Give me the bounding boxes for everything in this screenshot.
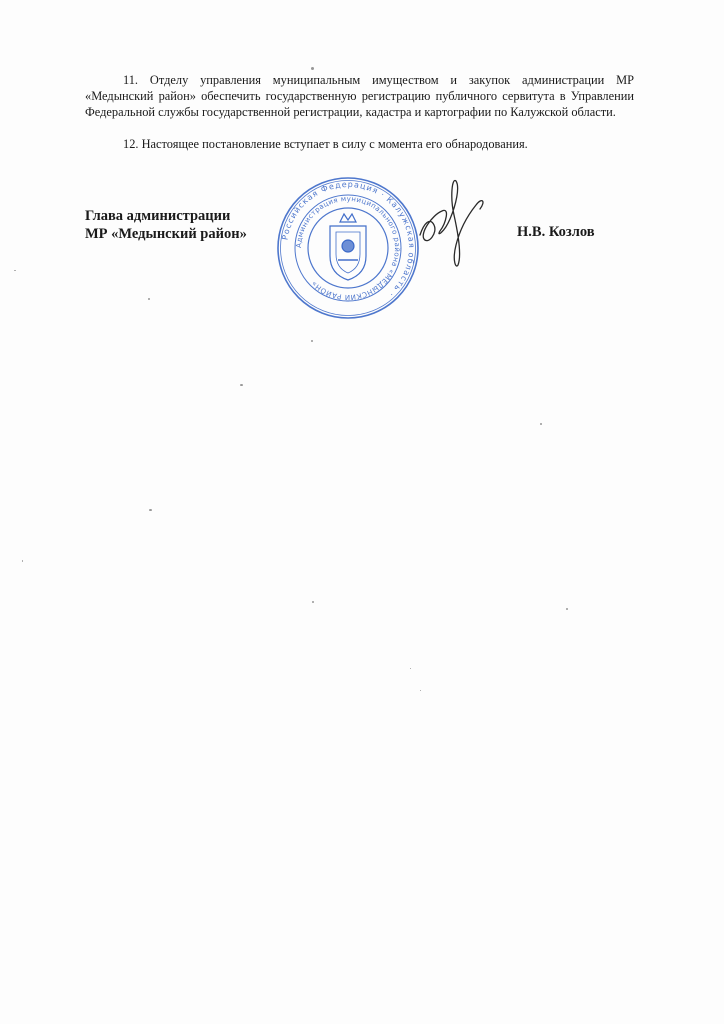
scan-speck <box>149 509 152 511</box>
scan-speck <box>311 67 314 70</box>
seal-outer-text: Российская Федерация · Калужская область · <box>280 179 417 300</box>
signatory-title-line-2: МР «Медынский район» <box>85 226 247 242</box>
paragraph-12: 12. Настоящее постановление вступает в силу с момента его обнародования. <box>123 137 528 151</box>
signatory-title <box>85 207 247 243</box>
scan-speck <box>540 423 542 425</box>
scan-speck <box>410 668 411 669</box>
scan-speck <box>311 340 313 342</box>
seal-inner-text: Администрация муниципального района «МЕДЫНСКИЙ РАЙОН» <box>294 194 402 302</box>
scan-speck <box>566 608 568 610</box>
scan-speck <box>420 690 421 691</box>
scan-speck <box>148 298 150 300</box>
paragraph-11: 11. Отделу управления муниципальным имуществом и закупок администрации МР «Медынский район» обеспечить государственную регистрацию публичного сервитута в Управлении Федеральной службы государственной регистрации, кадастра и картографии по Калужской области. <box>85 73 634 119</box>
scan-speck <box>14 270 16 271</box>
scan-speck <box>312 601 314 603</box>
signatory-title-line-1: Глава администрации <box>85 208 231 224</box>
coat-of-arms-icon <box>330 214 366 280</box>
signatory-name: Н.В. Козлов <box>517 224 595 240</box>
scan-speck <box>22 560 23 562</box>
official-seal-stamp <box>276 176 420 320</box>
handwritten-signature <box>410 175 490 270</box>
scan-speck <box>240 384 243 386</box>
